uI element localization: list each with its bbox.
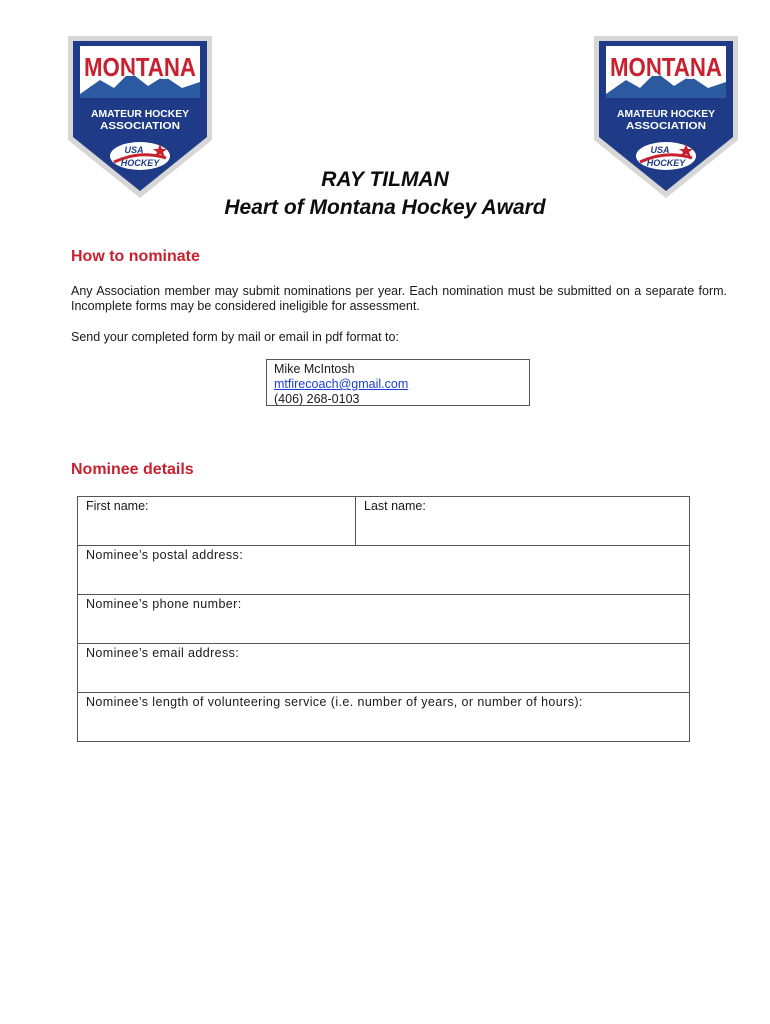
email-address-label: Nominee’s email address:	[86, 646, 240, 660]
send-instructions-paragraph: Send your completed form by mail or email in pdf format to:	[71, 330, 399, 344]
email-address-field[interactable]	[78, 644, 690, 693]
postal-address-label: Nominee’s postal address:	[86, 548, 244, 562]
contact-phone: (406) 268-0103	[274, 392, 360, 406]
logo-badge-bottom: HOCKEY	[646, 158, 686, 168]
phone-number-label: Nominee’s phone number:	[86, 597, 242, 611]
award-title-line1: RAY TILMAN	[321, 168, 449, 191]
contact-email-link[interactable]: mtfirecoach@gmail.com	[274, 377, 409, 391]
nominee-details-heading: Nominee details	[71, 461, 194, 478]
logo-title: MONTANA	[84, 52, 197, 82]
volunteering-service-label: Nominee’s length of volunteering service (i.e. number of years, or number of hours):	[86, 695, 583, 709]
logo-badge-top: USA	[650, 145, 670, 155]
logo-line1: AMATEUR HOCKEY	[91, 109, 190, 120]
how-to-nominate-heading: How to nominate	[71, 248, 200, 265]
nominee-details-form	[77, 496, 690, 742]
contact-box	[266, 359, 530, 406]
logo-badge-bottom: HOCKEY	[120, 158, 160, 168]
first-name-label: First name:	[86, 499, 149, 513]
first-name-field[interactable]	[78, 497, 356, 546]
nomination-rules-paragraph: Any Association member may submit nominations per year. Each nomination must be submitted on a separate form. Incomplete forms may be considered ineligible for assessment.	[71, 284, 727, 313]
award-title-line2: Heart of Montana Hockey Award	[224, 196, 546, 219]
logo-line2: ASSOCIATION	[100, 121, 180, 132]
contact-name: Mike McIntosh	[274, 362, 355, 376]
last-name-field[interactable]	[356, 497, 690, 546]
postal-address-field[interactable]	[78, 546, 690, 595]
award-title	[0, 166, 770, 222]
volunteering-service-field[interactable]	[78, 693, 690, 742]
logo-line1: AMATEUR HOCKEY	[617, 109, 716, 120]
logo-badge-top: USA	[124, 145, 144, 155]
last-name-label: Last name:	[364, 499, 426, 513]
phone-number-field[interactable]	[78, 595, 690, 644]
logo-line2: ASSOCIATION	[626, 121, 706, 132]
logo-title: MONTANA	[610, 52, 723, 82]
